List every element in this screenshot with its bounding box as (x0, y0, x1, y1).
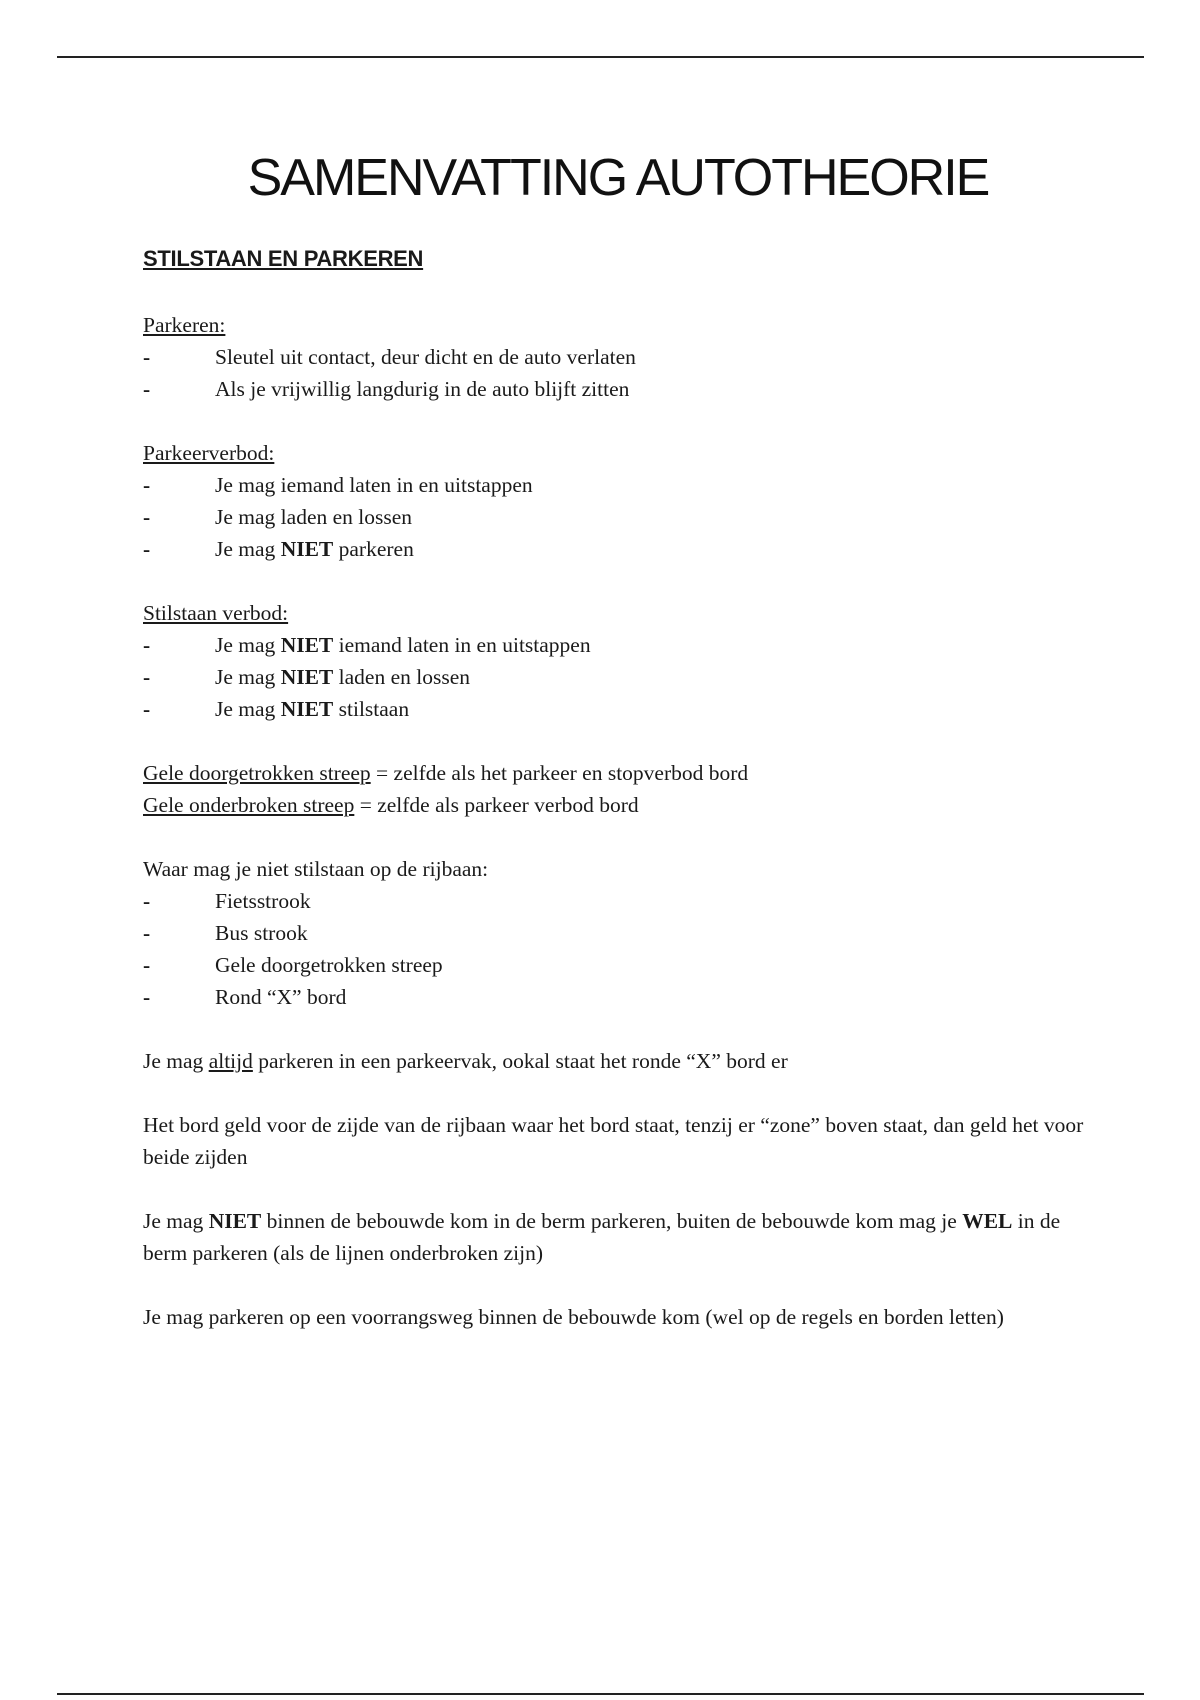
strepen-block (143, 757, 1093, 821)
rijbaan-intro: Waar mag je niet stilstaan op de rijbaan: (143, 857, 489, 881)
altijd-paragraph: Je mag altijd parkeren in een parkeervak, ookal staat het ronde “X” bord er (143, 1049, 788, 1073)
list-item: - Bus strook (143, 921, 308, 945)
parkeren-block (143, 309, 1093, 405)
list-item: - Je mag NIET iemand laten in en uitstappen (143, 633, 591, 657)
list-item: - Je mag NIET parkeren (143, 537, 414, 561)
parkeerverbod-heading: Parkeerverbod: (143, 441, 275, 465)
rijbaan-block (143, 853, 1093, 1013)
list-item: - Als je vrijwillig langdurig in de auto blijft zitten (143, 377, 630, 401)
bord-paragraph: Het bord geld voor de zijde van de rijbaan waar het bord staat, tenzij er “zone” boven staat, dan geld het voor beide zijden (143, 1113, 1084, 1169)
streep-line: Gele onderbroken streep = zelfde als parkeer verbod bord (143, 793, 639, 817)
section-title: STILSTAAN EN PARKEREN (143, 246, 424, 271)
bottom-rule (57, 1693, 1144, 1695)
list-item: - Je mag iemand laten in en uitstappen (143, 473, 533, 497)
voorrangsweg-paragraph: Je mag parkeren op een voorrangsweg binnen de bebouwde kom (wel op de regels en borden letten) (143, 1305, 1004, 1329)
list-item: - Rond “X” bord (143, 985, 347, 1009)
list-item: - Fietsstrook (143, 889, 311, 913)
parkeerverbod-block (143, 437, 1093, 565)
list-item: - Gele doorgetrokken streep (143, 953, 443, 977)
list-item: - Je mag laden en lossen (143, 505, 413, 529)
streep-line: Gele doorgetrokken streep = zelfde als het parkeer en stopverbod bord (143, 761, 749, 785)
top-rule (57, 56, 1144, 58)
list-item: - Je mag NIET stilstaan (143, 697, 410, 721)
parkeren-heading: Parkeren: (143, 313, 226, 337)
list-item: - Je mag NIET laden en lossen (143, 665, 470, 689)
stilstaan-verbod-heading: Stilstaan verbod: (143, 601, 289, 625)
berm-paragraph: Je mag NIET binnen de bebouwde kom in de berm parkeren, buiten de bebouwde kom mag je WEL in de berm parkeren (als de lijnen onderbroken zijn) (143, 1209, 1061, 1265)
page-title: SAMENVATTING AUTOTHEORIE (247, 149, 989, 207)
stilstaan-verbod-block (143, 597, 1093, 725)
list-item: - Sleutel uit contact, deur dicht en de auto verlaten (143, 345, 636, 369)
